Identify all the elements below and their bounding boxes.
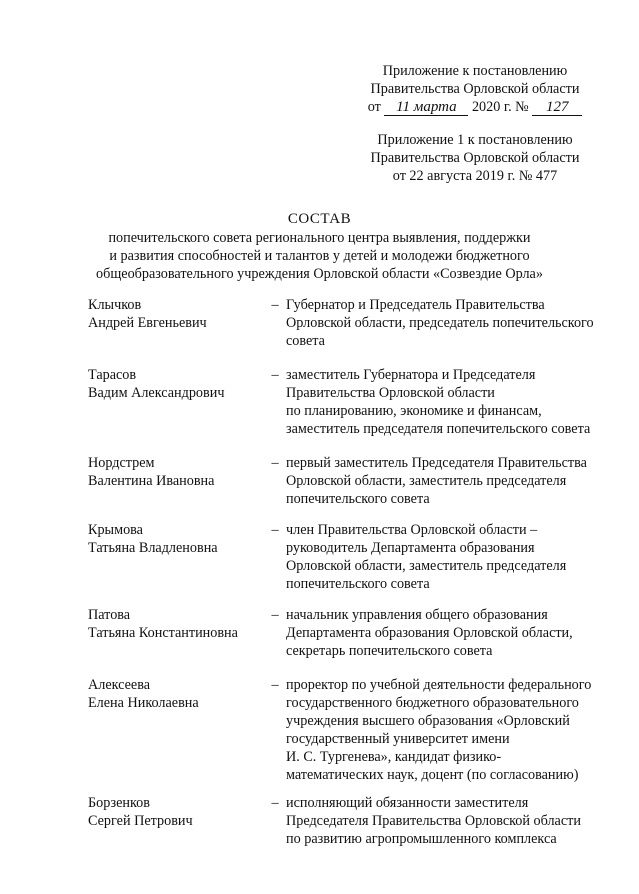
member-role-line: заместитель Губернатора и Председателя bbox=[286, 367, 536, 383]
handwritten-number: 127 bbox=[532, 99, 582, 116]
previous-appendix-header bbox=[340, 131, 610, 185]
member-role-line: первый заместитель Председателя Правительства bbox=[286, 455, 587, 471]
appendix-line-1: Приложение к постановлению bbox=[382, 63, 568, 79]
member-surname: Крымова bbox=[88, 522, 143, 538]
member-name bbox=[88, 676, 268, 712]
member-name bbox=[88, 606, 268, 642]
member-role-line: Орловской области, председатель попечительского bbox=[286, 315, 594, 331]
member-role-line: математических наук, доцент (по согласованию) bbox=[286, 767, 579, 783]
member-dash: – bbox=[271, 297, 279, 313]
member-surname: Тарасов bbox=[88, 367, 137, 383]
member-role-line: Правительства Орловской области bbox=[286, 385, 495, 401]
appendix-header bbox=[340, 62, 610, 116]
member-given-names: Андрей Евгеньевич bbox=[88, 315, 207, 331]
member-surname: Нордстрем bbox=[88, 455, 155, 471]
year-text: 2020 г. № bbox=[471, 99, 529, 115]
member-role-line: начальник управления общего образования bbox=[286, 607, 548, 623]
member-dash: – bbox=[271, 607, 279, 623]
member-role-line: государственный университет имени bbox=[286, 731, 510, 747]
appendix-line-2: Правительства Орловской области bbox=[370, 81, 580, 97]
member-role-line: попечительского совета bbox=[286, 576, 430, 592]
member-role-line: руководитель Департамента образования bbox=[286, 540, 535, 556]
member-role bbox=[286, 794, 616, 848]
member-surname: Алексеева bbox=[88, 677, 151, 693]
member-given-names: Вадим Александрович bbox=[88, 385, 225, 401]
appendix-date-line bbox=[340, 98, 610, 116]
member-role-line: по развитию агропромышленного комплекса bbox=[286, 831, 557, 847]
member-given-names: Сергей Петрович bbox=[88, 813, 193, 829]
member-surname: Борзенков bbox=[88, 795, 150, 811]
member-dash: – bbox=[271, 795, 279, 811]
member-name bbox=[88, 296, 268, 332]
member-dash: – bbox=[271, 522, 279, 538]
member-role-line: совета bbox=[286, 333, 325, 349]
member-role-line: проректор по учебной деятельности федерального bbox=[286, 677, 592, 693]
member-role-line: член Правительства Орловской области – bbox=[286, 522, 538, 538]
member-name bbox=[88, 794, 268, 830]
member-role-line: исполняющий обязанности заместителя bbox=[286, 795, 529, 811]
member-role-line: секретарь попечительского совета bbox=[286, 643, 493, 659]
member-dash: – bbox=[271, 677, 279, 693]
title-line-1: попечительского совета регионального центра выявления, поддержки bbox=[108, 230, 531, 246]
member-role-line: И. С. Тургенева», кандидат физико- bbox=[286, 749, 502, 765]
member-dash: – bbox=[271, 367, 279, 383]
member-given-names: Татьяна Владленовна bbox=[88, 540, 218, 556]
member-role-line: Председателя Правительства Орловской области bbox=[286, 813, 581, 829]
title-line-2: и развития способностей и талантов у детей и молодежи бюджетного bbox=[109, 248, 530, 264]
member-given-names: Валентина Ивановна bbox=[88, 473, 215, 489]
member-role-line: Губернатор и Председатель Правительства bbox=[286, 297, 545, 313]
member-role-line: Департамента образования Орловской области, bbox=[286, 625, 573, 641]
member-given-names: Татьяна Константиновна bbox=[88, 625, 238, 641]
prev-appendix-line-1: Приложение 1 к постановлению bbox=[377, 132, 573, 148]
member-role bbox=[286, 366, 616, 438]
member-surname: Клычков bbox=[88, 297, 142, 313]
member-role bbox=[286, 676, 616, 784]
member-role bbox=[286, 521, 616, 593]
date-prefix: от bbox=[367, 99, 381, 115]
member-role-line: заместитель председателя попечительского совета bbox=[286, 421, 591, 437]
member-given-names: Елена Николаевна bbox=[88, 695, 199, 711]
member-role-line: попечительского совета bbox=[286, 491, 430, 507]
prev-appendix-line-3: от 22 августа 2019 г. № 477 bbox=[392, 168, 558, 184]
member-dash: – bbox=[271, 455, 279, 471]
member-role bbox=[286, 454, 616, 508]
prev-appendix-line-2: Правительства Орловской области bbox=[370, 150, 580, 166]
member-role-line: учреждения высшего образования «Орловский bbox=[286, 713, 570, 729]
title-heading: СОСТАВ bbox=[287, 211, 352, 227]
member-role bbox=[286, 296, 616, 350]
handwritten-date: 11 марта bbox=[384, 99, 468, 116]
document-title bbox=[0, 210, 639, 283]
member-role-line: государственного бюджетного образовательного bbox=[286, 695, 579, 711]
member-role-line: Орловской области, заместитель председателя bbox=[286, 473, 567, 489]
member-role-line: Орловской области, заместитель председателя bbox=[286, 558, 567, 574]
member-role bbox=[286, 606, 616, 660]
member-name bbox=[88, 366, 268, 402]
member-role-line: по планированию, экономике и финансам, bbox=[286, 403, 542, 419]
title-line-3: общеобразовательного учреждения Орловской области «Созвездие Орла» bbox=[96, 266, 543, 282]
member-surname: Патова bbox=[88, 607, 131, 623]
member-name bbox=[88, 454, 268, 490]
member-name bbox=[88, 521, 268, 557]
